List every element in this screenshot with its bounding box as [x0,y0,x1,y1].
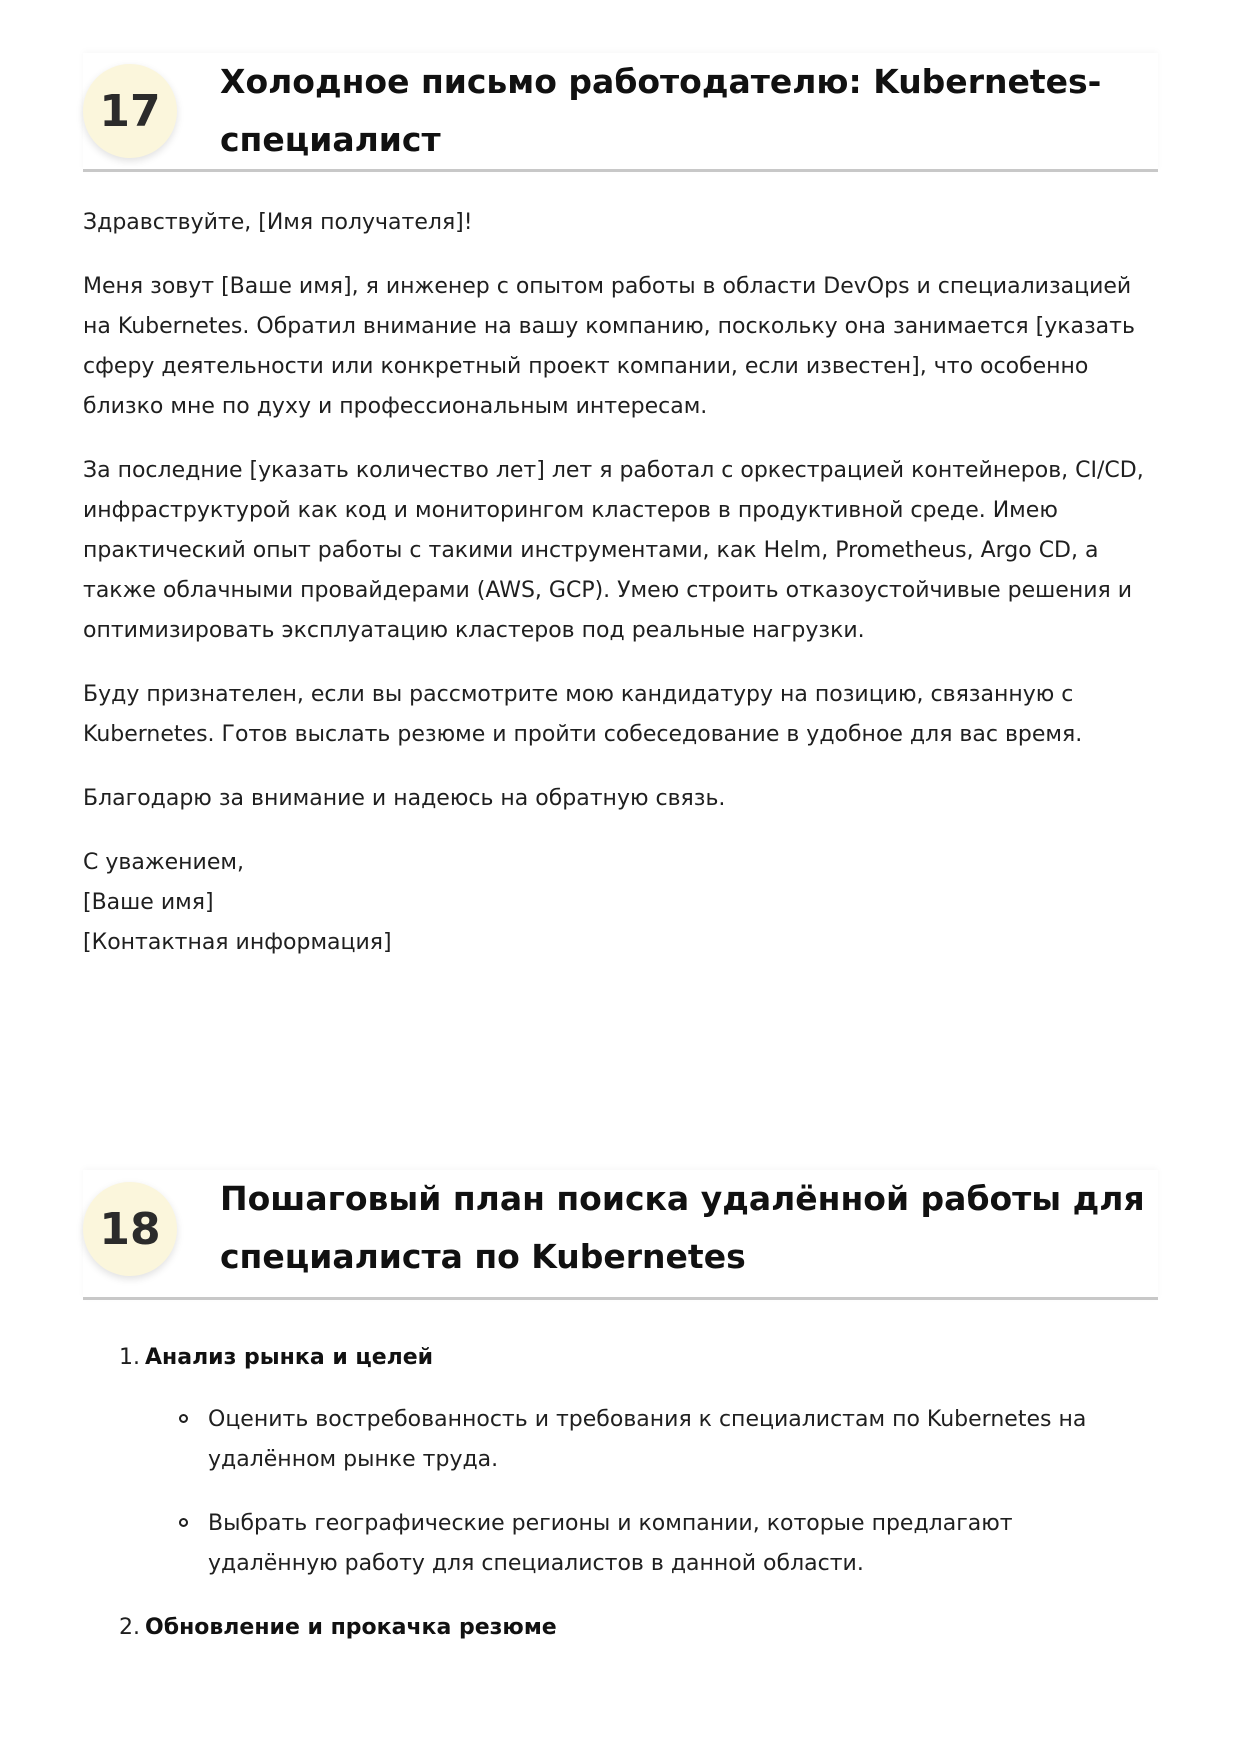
circle-bullet-icon [179,1518,188,1527]
list-item [83,1338,1163,1378]
section-18-header [83,1170,1158,1300]
list-item [83,1608,1163,1648]
signature-contact: [Контактная информация] [83,930,392,955]
section-number-badge: 18 [83,1182,177,1276]
signature-name: [Ваше имя] [83,890,214,915]
sub-list-item-text: Оценить востребованность и требования к специалистам по Kubernetes на удалённом рынке труда. [208,1407,1087,1472]
sub-list [83,1400,1163,1584]
section-title: Пошаговый план поиска удалённой работы для специалиста по Kubernetes [220,1179,1145,1276]
sub-list-item-text: Выбрать географические регионы и компании, которые предлагают удалённую работу для специалистов в данной области. [208,1511,1013,1576]
list-item-number: 1. [119,1345,140,1370]
paragraph: За последние [указать количество лет] лет я работал с оркестрацией контейнеров, CI/CD, инфраструктурой как код и мониторингом кластеров в продуктивной среде. Имею практический опыт работы с такими инструментами, как Helm, Prometheus, Argo CD, а также облачными провайдерами (AWS, GCP). Умею строить отказоустойчивые решения и оптимизировать эксплуатацию кластеров под реальные нагрузки. [83,458,1144,643]
section-title: Холодное письмо работодателю: Kubernetes-специалист [220,62,1102,159]
list-item-title: Анализ рынка и целей [145,1345,434,1370]
signature-block [83,843,1163,963]
paragraph: Меня зовут [Ваше имя], я инженер с опытом работы в области DevOps и специализацией на Kubernetes. Обратил внимание на вашу компанию, поскольку она занимается [указать сферу деятельности или конкретный проект компании, если известен], что особенно близко мне по духу и профессиональным интересам. [83,274,1135,419]
cover-letter-body [83,203,1163,987]
paragraph: Буду признателен, если вы рассмотрите мою кандидатуру на позицию, связанную с Kubernetes. Готов выслать резюме и пройти собеседование в удобное для вас время. [83,682,1083,747]
sub-list-item [83,1400,1163,1480]
section-number-badge: 17 [83,64,177,158]
paragraph: Благодарю за внимание и надеюсь на обратную связь. [83,786,726,811]
section-17-header [83,53,1158,172]
circle-bullet-icon [179,1414,188,1423]
signature-closing: С уважением, [83,850,244,875]
job-search-plan-list [83,1338,1163,1648]
list-item-title: Обновление и прокачка резюме [145,1615,557,1640]
sub-list-item [83,1504,1163,1584]
greeting: Здравствуйте, [Имя получателя]! [83,210,473,235]
list-item-number: 2. [119,1615,140,1640]
